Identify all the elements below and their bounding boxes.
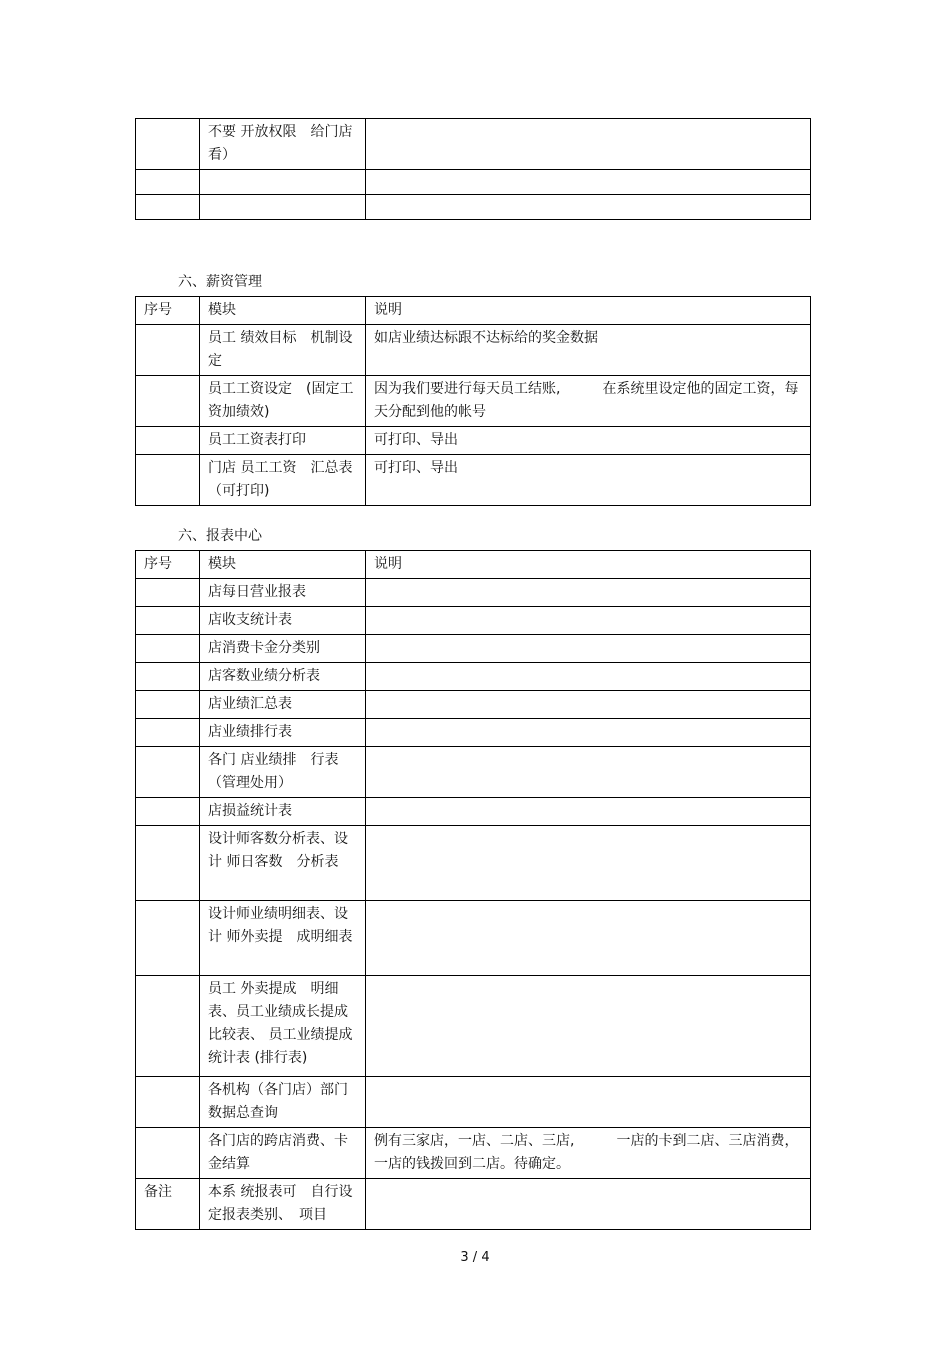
cell-desc	[366, 719, 811, 747]
cell-desc	[366, 170, 811, 195]
reports-table	[135, 550, 811, 1230]
cell-module: 店客数业绩分析表	[200, 663, 366, 691]
table-row	[136, 663, 811, 691]
cell-desc	[366, 635, 811, 663]
header-num: 序号	[136, 551, 200, 579]
cell-desc	[366, 663, 811, 691]
cell-num	[136, 376, 200, 427]
header-module: 模块	[200, 297, 366, 325]
cell-desc	[366, 976, 811, 1077]
cell-module: 员工工资设定 (固定工资加绩效)	[200, 376, 366, 427]
cell-desc: 例有三家店，一店、二店、三店, 一店的卡到二店、三店消费，一店的钱拨回到二店。待确定。	[366, 1128, 811, 1179]
cell-num	[136, 325, 200, 376]
table-row	[136, 1179, 811, 1230]
table-row	[136, 170, 811, 195]
table-row	[136, 826, 811, 901]
cell-desc	[366, 195, 811, 220]
cell-num	[136, 119, 200, 170]
table-row	[136, 1077, 811, 1128]
cell-num	[136, 901, 200, 976]
table-row	[136, 325, 811, 376]
cell-num	[136, 976, 200, 1077]
cell-desc: 可打印、导出	[366, 455, 811, 506]
table-header-row	[136, 297, 811, 325]
cell-module: 设计师客数分析表、设计 师日客数 分析表	[200, 826, 366, 901]
cell-desc	[366, 119, 811, 170]
cell-num	[136, 607, 200, 635]
salary-table	[135, 296, 811, 506]
page-number: 3 / 4	[460, 1250, 490, 1265]
table-top	[135, 118, 811, 220]
cell-num	[136, 195, 200, 220]
cell-module: 各门店的跨店消费、卡金结算	[200, 1128, 366, 1179]
cell-module: 各机构（各门店）部门数据总查询	[200, 1077, 366, 1128]
cell-desc	[366, 691, 811, 719]
cell-desc	[366, 1179, 811, 1230]
table-row	[136, 719, 811, 747]
table-row	[136, 976, 811, 1077]
reports-heading: 六、报表中心	[178, 528, 262, 544]
cell-num	[136, 455, 200, 506]
table-row	[136, 901, 811, 976]
table-header-row	[136, 551, 811, 579]
header-desc: 说明	[366, 551, 811, 579]
cell-module: 本系 统报表可 自行设定报表类别、 项目	[200, 1179, 366, 1230]
cell-module: 员工 绩效目标 机制设定	[200, 325, 366, 376]
cell-num	[136, 1077, 200, 1128]
cell-module: 门店 员工工资 汇总表（可打印)	[200, 455, 366, 506]
cell-module: 店收支统计表	[200, 607, 366, 635]
table-row	[136, 579, 811, 607]
cell-desc	[366, 579, 811, 607]
cell-num	[136, 826, 200, 901]
cell-module	[200, 170, 366, 195]
table-row	[136, 691, 811, 719]
cell-module: 店损益统计表	[200, 798, 366, 826]
table-row	[136, 1128, 811, 1179]
cell-module: 店业绩汇总表	[200, 691, 366, 719]
table-row	[136, 798, 811, 826]
cell-desc: 如店业绩达标跟不达标给的奖金数据	[366, 325, 811, 376]
cell-desc	[366, 747, 811, 798]
cell-desc	[366, 1077, 811, 1128]
table-row	[136, 119, 811, 170]
cell-module	[200, 195, 366, 220]
cell-module: 店每日营业报表	[200, 579, 366, 607]
table-row	[136, 195, 811, 220]
cell-num	[136, 663, 200, 691]
cell-desc	[366, 607, 811, 635]
cell-desc: 因为我们要进行每天员工结账, 在系统里设定他的固定工资，每天分配到他的帐号	[366, 376, 811, 427]
cell-module: 不要 开放权限 给门店看）	[200, 119, 366, 170]
table-row	[136, 427, 811, 455]
cell-module: 各门 店业绩排 行表（管理处用）	[200, 747, 366, 798]
cell-module: 员工 外卖提成 明细表、员工业绩成长提成比较表、 员工业绩提成统计表 (排行表)	[200, 976, 366, 1077]
cell-num	[136, 798, 200, 826]
cell-num	[136, 747, 200, 798]
table-row	[136, 635, 811, 663]
table-row	[136, 376, 811, 427]
cell-num: 备注	[136, 1179, 200, 1230]
cell-num	[136, 579, 200, 607]
cell-num	[136, 719, 200, 747]
cell-num	[136, 635, 200, 663]
cell-module: 设计师业绩明细表、设计 师外卖提 成明细表	[200, 901, 366, 976]
cell-num	[136, 1128, 200, 1179]
cell-module: 员工工资表打印	[200, 427, 366, 455]
header-module: 模块	[200, 551, 366, 579]
cell-module: 店业绩排行表	[200, 719, 366, 747]
cell-num	[136, 427, 200, 455]
cell-desc	[366, 826, 811, 901]
salary-heading: 六、薪资管理	[178, 274, 262, 290]
cell-desc: 可打印、导出	[366, 427, 811, 455]
cell-num	[136, 170, 200, 195]
header-num: 序号	[136, 297, 200, 325]
table-row	[136, 455, 811, 506]
table-row	[136, 607, 811, 635]
cell-desc	[366, 798, 811, 826]
header-desc: 说明	[366, 297, 811, 325]
cell-module: 店消费卡金分类别	[200, 635, 366, 663]
table-row	[136, 747, 811, 798]
cell-desc	[366, 901, 811, 976]
cell-num	[136, 691, 200, 719]
